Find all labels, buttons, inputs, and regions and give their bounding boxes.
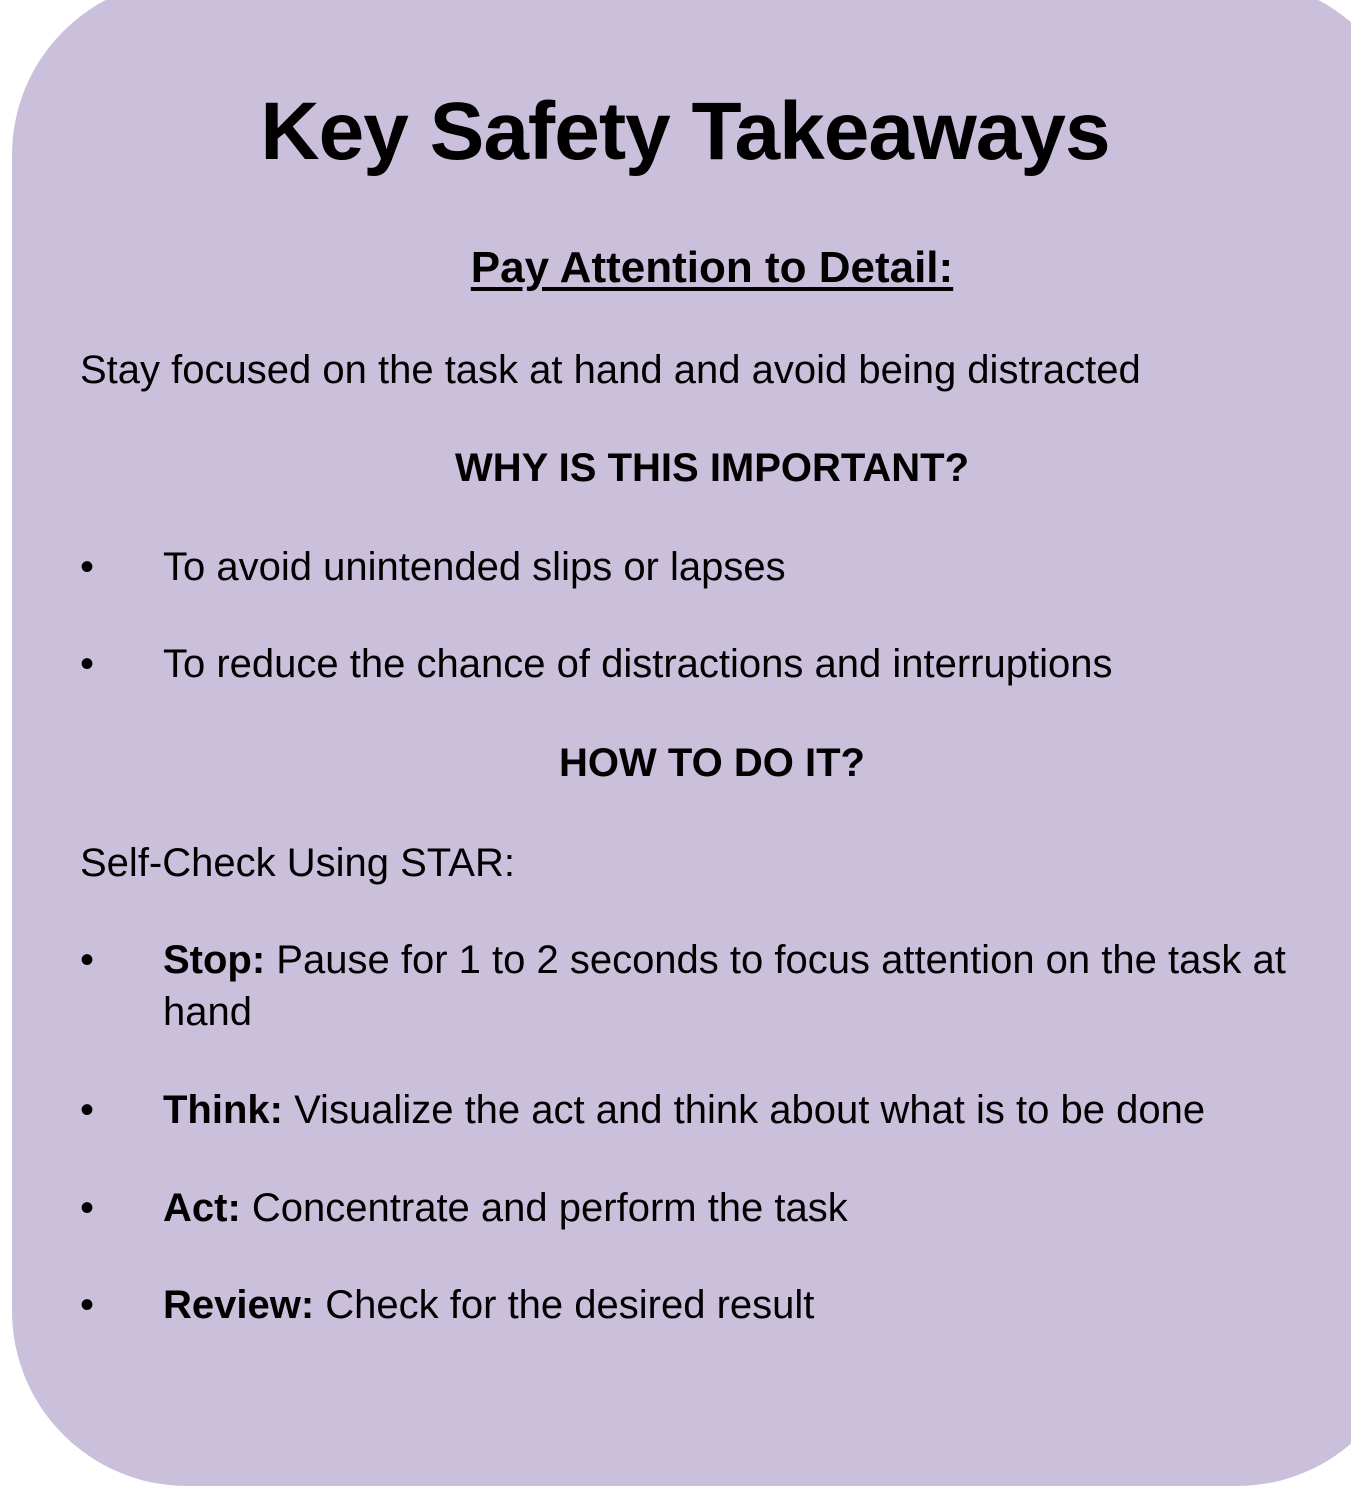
star-term: Stop:: [163, 938, 266, 982]
bullet-dot: •: [80, 642, 95, 686]
why-heading: WHY IS THIS IMPORTANT?: [454, 446, 970, 490]
why-item-text: To avoid unintended slips or lapses: [163, 545, 786, 589]
star-term: Act:: [163, 1186, 241, 1230]
star-desc: Pause for 1 to 2 seconds to focus attention on the task at hand: [163, 938, 1286, 1034]
how-heading: HOW TO DO IT?: [559, 741, 865, 785]
bullet-dot: •: [80, 1088, 95, 1132]
bullet-dot: •: [80, 1283, 95, 1327]
bullet-dot: •: [80, 545, 95, 589]
star-desc: Concentrate and perform the task: [240, 1186, 848, 1230]
bullet-dot: •: [80, 1186, 95, 1230]
intro-text: Stay focused on the task at hand and avoid being distracted: [80, 348, 1141, 392]
star-term: Think:: [163, 1088, 283, 1132]
self-check-label: Self-Check Using STAR:: [80, 841, 515, 885]
bullet-dot: •: [80, 938, 95, 982]
star-term: Review:: [163, 1283, 315, 1327]
star-desc: Check for the desired result: [314, 1283, 815, 1327]
section-subtitle: Pay Attention to Detail:: [470, 243, 954, 292]
star-desc: Visualize the act and think about what is to be done: [282, 1088, 1206, 1132]
why-item-text: To reduce the chance of distractions and interruptions: [163, 642, 1113, 686]
page-title: Key Safety Takeaways: [260, 86, 1110, 177]
